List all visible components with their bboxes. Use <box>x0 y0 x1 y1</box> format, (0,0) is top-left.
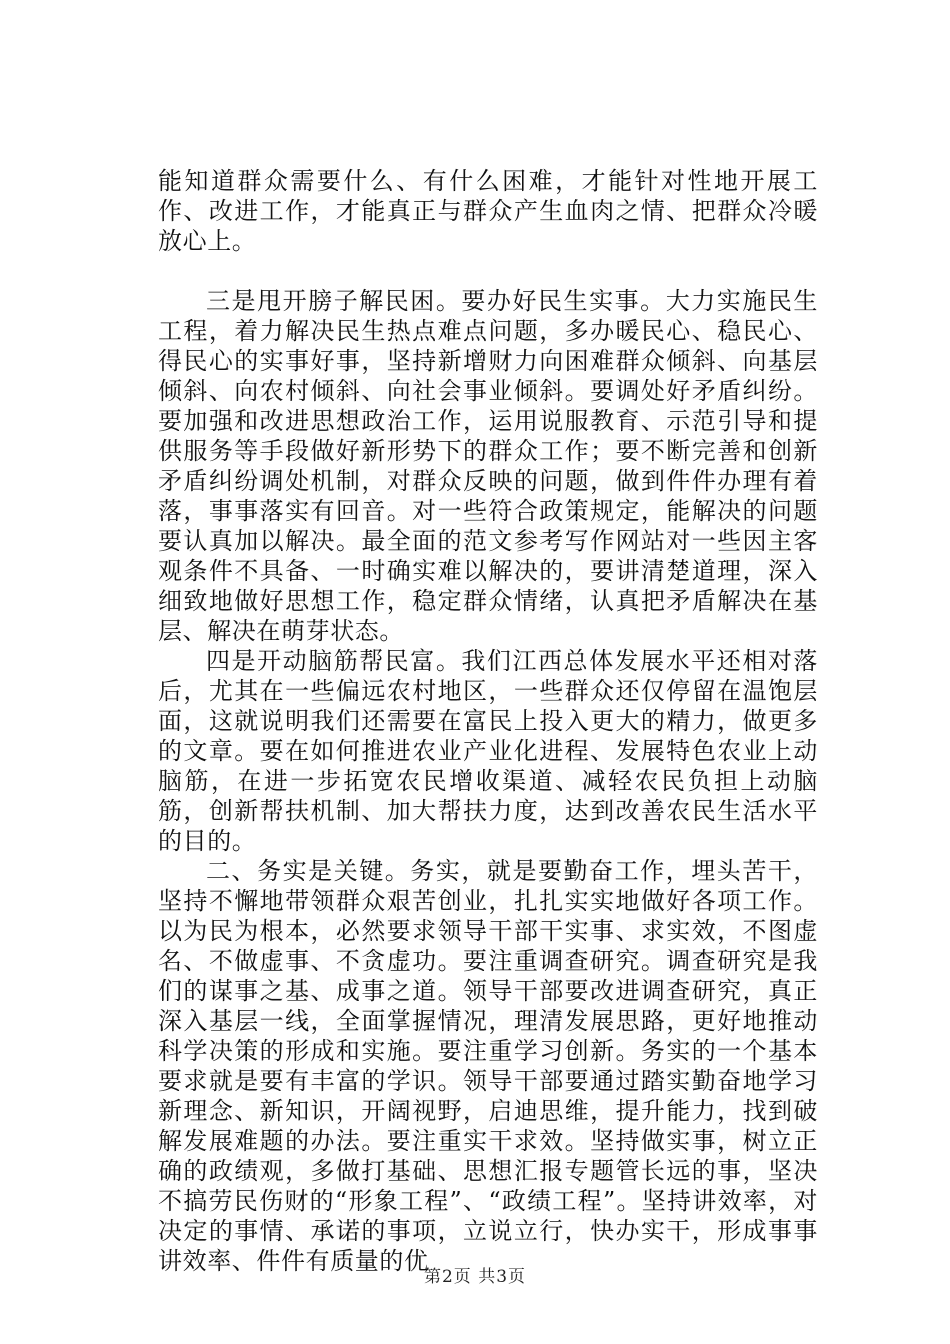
paragraph-3: 四是开动脑筋帮民富。我们江西总体发展水平还相对落后，尤其在一些偏远农村地区，一些群众还仅停留在温饱层面，这就说明我们还需要在富民上投入更大的精力，做更多的文章。要在如何推进农业产业化进程、发展特色农业上动脑筋，在进一步拓宽农民增收渠道、减轻农民负担上动脑筋，创新帮扶机制、加大帮扶力度，达到改善农民生活水平的目的。 <box>158 647 818 855</box>
paragraph-4: 二、务实是关键。务实，就是要勤奋工作，埋头苦干，坚持不懈地带领群众艰苦创业，扎扎实实地做好各项工作。以为民为根本，必然要求领导干部干实事、求实效，不图虚名、不做虚事、不贪虚功。要注重调查研究。调查研究是我们的谋事之基、成事之道。领导干部要改进调查研究，真正深入基层一线，全面掌握情况，理清发展思路，更好地推动科学决策的形成和实施。要注重学习创新。务实的一个基本要求就是要有丰富的学识。领导干部要通过踏实勤奋地学习新理念、新知识，开阔视野，启迪思维，提升能力，找到破解发展难题的办法。要注重实干求效。坚持做实事，树立正确的政绩观，多做打基础、思想汇报专题管长远的事，坚决不搞劳民伤财的“形象工程”、“政绩工程”。坚持讲效率，对决定的事情、承诺的事项，立说立行，快办实干，形成事事讲效率、件件有质量的优 <box>158 857 818 1275</box>
document-body <box>158 166 818 1276</box>
page-number-footer: 第2页 共3页 <box>423 1267 527 1287</box>
paragraph-gap <box>158 256 818 286</box>
paragraph-2: 三是甩开膀子解民困。要办好民生实事。大力实施民生工程，着力解决民生热点难点问题，多办暖民心、稳民心、得民心的实事好事，坚持新增财力向困难群众倾斜、向基层倾斜、向农村倾斜、向社会事业倾斜。要调处好矛盾纠纷。要加强和改进思想政治工作，运用说服教育、示范引导和提供服务等手段做好新形势下的群众工作；要不断完善和创新矛盾纠纷调处机制，对群众反映的问题，做到件件办理有着落，事事落实有回音。对一些符合政策规定，能解决的问题要认真加以解决。最全面的范文参考写作网站对一些因主客观条件不具备、一时确实难以解决的，要讲清楚道理，深入细致地做好思想工作，稳定群众情绪，认真把矛盾解决在基层、解决在萌芽状态。 <box>158 287 818 645</box>
paragraph-1: 能知道群众需要什么、有什么困难，才能针对性地开展工作、改进工作，才能真正与群众产生血肉之情、把群众冷暖放心上。 <box>158 167 818 255</box>
